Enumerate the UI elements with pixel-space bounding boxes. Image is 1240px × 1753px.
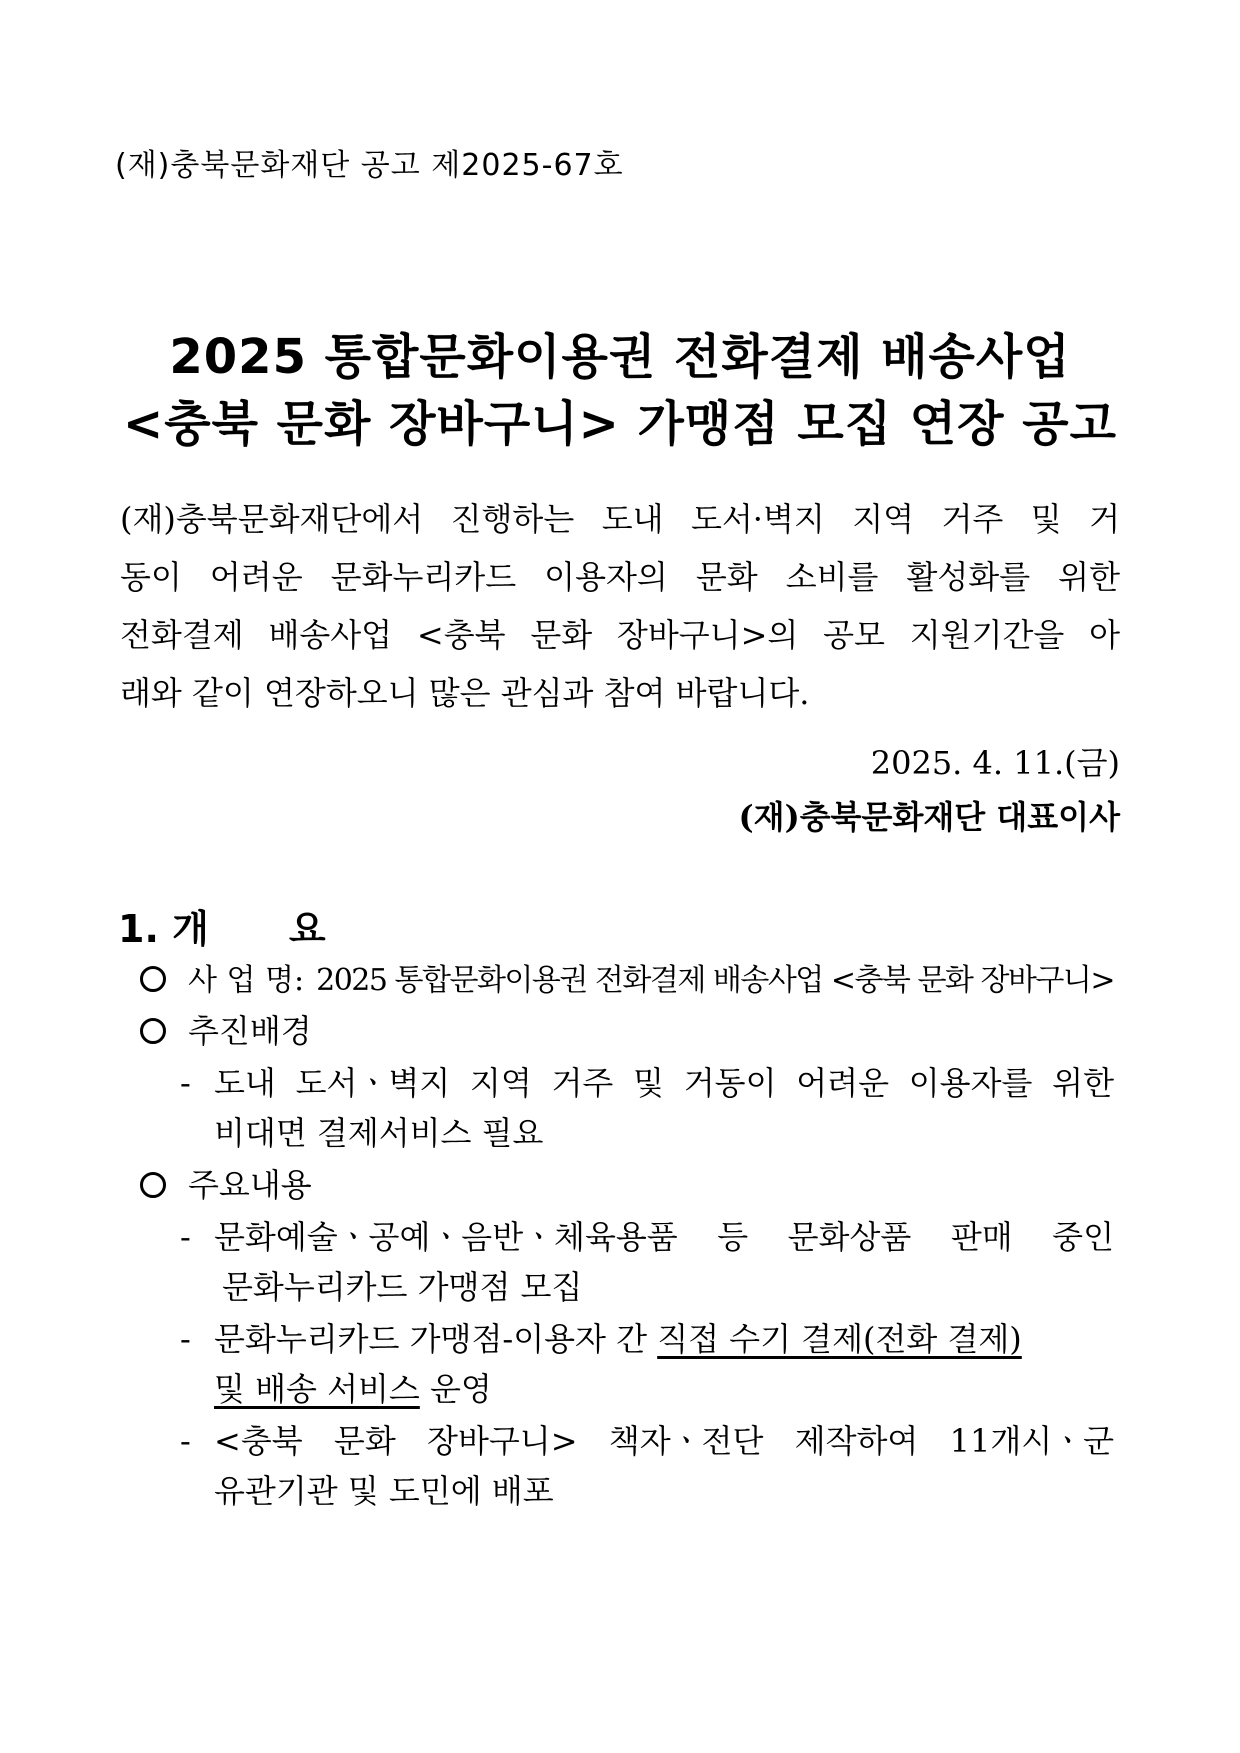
- project-name-row: [140, 955, 1114, 999]
- intro-line-3: 전화결제 배송사업 <충북 문화 장바구니>의 공모 지원기간을 아: [120, 616, 1120, 654]
- background-label: 추진배경: [188, 1012, 312, 1050]
- content-row: [140, 1160, 312, 1206]
- section-1-heading: [118, 898, 326, 953]
- issuing-organization: (재)충북문화재단 대표이사: [738, 798, 1120, 836]
- project-name-value: 2025 통합문화이용권 전화결제 배송사업 <충북 문화 장바구니>: [316, 963, 1115, 998]
- project-name-label: 사 업 명:: [188, 963, 305, 998]
- section-1-title-b: 요: [288, 907, 326, 951]
- section-1-number: 1.: [118, 907, 159, 951]
- intro-paragraph: [120, 490, 1120, 722]
- circle-bullet-icon: [140, 1018, 166, 1044]
- intro-line-1: (재)충북문화재단에서 진행하는 도내 도서·벽지 지역 거주 및 거: [120, 500, 1120, 538]
- background-item: - 도내 도서ㆍ벽지 지역 거주 및 거동이 어려운 이용자를 위한: [180, 1058, 1120, 1104]
- circle-bullet-icon: [140, 966, 166, 992]
- notice-number: (재)충북문화재단 공고 제2025-67호: [115, 148, 624, 183]
- notice-date: 2025. 4. 11.(금): [870, 744, 1120, 782]
- content-item-2-underlined: 직접 수기 결제(전화 결제): [657, 1320, 1022, 1358]
- content-item-2-line-2-underlined: 및 배송 서비스: [214, 1370, 420, 1408]
- background-line-2: 비대면 결제서비스 필요: [214, 1114, 544, 1152]
- background-line-1: 도내 도서ㆍ벽지 지역 거주 및 거동이 어려운 이용자를 위한: [214, 1064, 1114, 1102]
- content-item-1-line-2: 문화누리카드 가맹점 모집: [222, 1268, 583, 1306]
- content-item-2-line-2: [214, 1364, 492, 1410]
- intro-line-2: 동이 어려운 문화누리카드 이용자의 문화 소비를 활성화를 위한: [120, 558, 1120, 596]
- intro-line-4: 래와 같이 연장하오니 많은 관심과 참여 바랍니다.: [120, 674, 810, 712]
- background-row: [140, 1006, 312, 1052]
- title-line-1: 2025 통합문화이용권 전화결제 배송사업: [169, 329, 1071, 385]
- content-item-3: - <충북 문화 장바구니> 책자ㆍ전단 제작하여 11개시ㆍ군: [180, 1416, 1120, 1462]
- circle-bullet-icon: [140, 1172, 166, 1198]
- content-item-1: - 문화예술ㆍ공예ㆍ음반ㆍ체육용품 등 문화상품 판매 중인: [180, 1212, 1120, 1258]
- content-item-2-prefix: 문화누리카드 가맹점-이용자 간: [214, 1320, 658, 1358]
- content-item-1-line-1: 문화예술ㆍ공예ㆍ음반ㆍ체육용품 등 문화상품 판매 중인: [214, 1218, 1114, 1256]
- content-item-3-line-2: 유관기관 및 도민에 배포: [214, 1472, 554, 1510]
- content-item-2-line-2-rest: 운영: [419, 1370, 492, 1408]
- section-1-title-a: 개: [172, 907, 209, 951]
- content-label: 주요내용: [188, 1166, 312, 1204]
- title-line-2: <충북 문화 장바구니> 가맹점 모집 연장 공고: [123, 396, 1117, 452]
- content-item-2: - 문화누리카드 가맹점-이용자 간 직접 수기 결제(전화 결제): [180, 1320, 1022, 1358]
- content-item-3-line-1: <충북 문화 장바구니> 책자ㆍ전단 제작하여 11개시ㆍ군: [214, 1422, 1114, 1460]
